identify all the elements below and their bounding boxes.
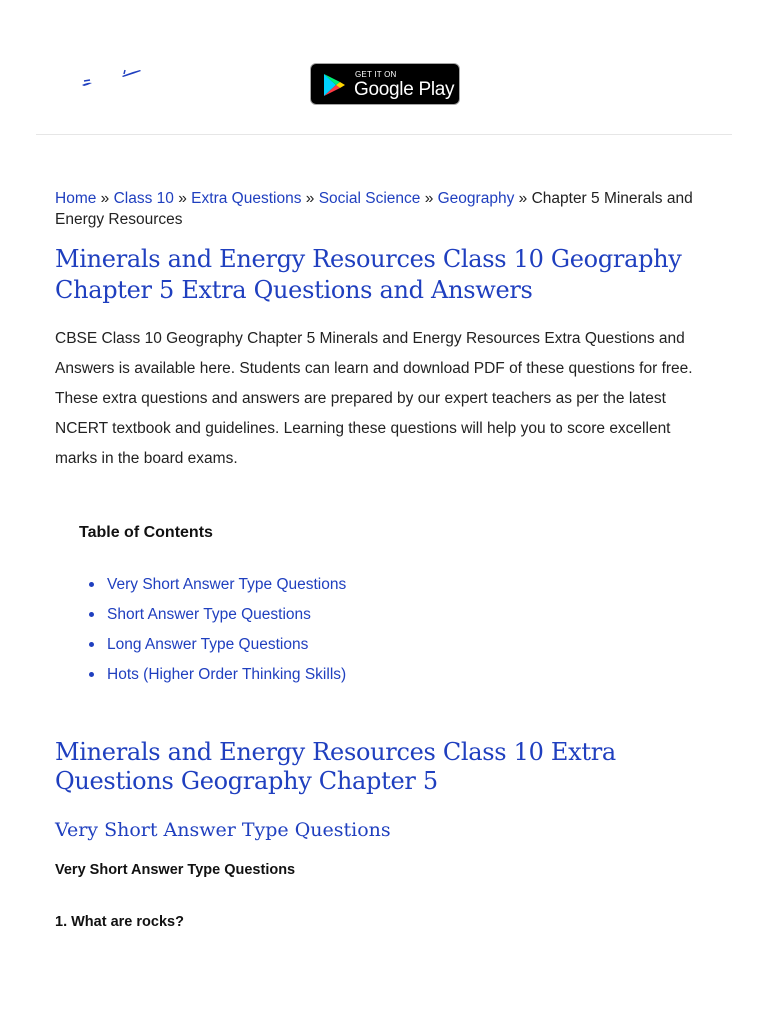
breadcrumb-separator: » — [100, 190, 110, 207]
toc-link-long[interactable]: Long Answer Type Questions — [107, 636, 309, 653]
site-header — [36, 0, 732, 135]
intro-paragraph: CBSE Class 10 Geography Chapter 5 Minerals and Energy Resources Extra Questions and Answers is available here. Students can learn and download PDF of these questions for free. These extra questions and answers are prepared by our expert teachers as per the latest NCERT textbook and guidelines. Learning these questions will help you to score excellent marks in the board exams. — [55, 330, 693, 467]
breadcrumb-current: Chapter 5 Minerals and Energy Resources — [55, 190, 693, 228]
google-play-icon — [321, 72, 347, 98]
breadcrumb-home[interactable]: Home — [55, 190, 97, 207]
google-play-badge[interactable] — [310, 63, 460, 105]
subsection-heading: Very Short Answer Type Questions — [55, 819, 391, 841]
toc-link-hots[interactable]: Hots (Higher Order Thinking Skills) — [107, 666, 347, 683]
badge-big-text: Google Play — [354, 79, 455, 100]
toc-item — [89, 660, 715, 690]
toc-item — [89, 630, 715, 660]
bullet-icon — [89, 582, 94, 587]
bullet-icon — [89, 672, 94, 677]
breadcrumb-extra-questions[interactable]: Extra Questions — [191, 190, 302, 207]
breadcrumb-separator: » — [424, 190, 434, 207]
breadcrumb-class-10[interactable]: Class 10 — [113, 190, 174, 207]
toc-title: Table of Contents — [79, 524, 213, 541]
toc-list — [79, 570, 715, 690]
toc-link-very-short[interactable]: Very Short Answer Type Questions — [107, 576, 347, 593]
question-type-label: Very Short Answer Type Questions — [55, 862, 296, 878]
toc-item — [89, 570, 715, 600]
main-content — [55, 188, 715, 930]
page-title: Minerals and Energy Resources Class 10 Geography Chapter 5 Extra Questions and Answers — [55, 245, 682, 304]
breadcrumb-separator: » — [305, 190, 315, 207]
site-logo[interactable] — [78, 66, 148, 90]
breadcrumb — [55, 188, 715, 230]
toc-item — [89, 600, 715, 630]
toc-link-short[interactable]: Short Answer Type Questions — [107, 606, 311, 623]
breadcrumb-social-science[interactable]: Social Science — [318, 190, 421, 207]
bullet-icon — [89, 642, 94, 647]
breadcrumb-separator: » — [178, 190, 187, 207]
table-of-contents — [55, 524, 715, 690]
badge-small-text: GET IT ON — [355, 70, 397, 79]
breadcrumb-geography[interactable]: Geography — [437, 190, 515, 207]
question-1: 1. What are rocks? — [55, 914, 184, 930]
breadcrumb-separator: » — [518, 190, 528, 207]
bullet-icon — [89, 612, 94, 617]
section-heading: Minerals and Energy Resources Class 10 Extra Questions Geography Chapter 5 — [55, 738, 616, 795]
